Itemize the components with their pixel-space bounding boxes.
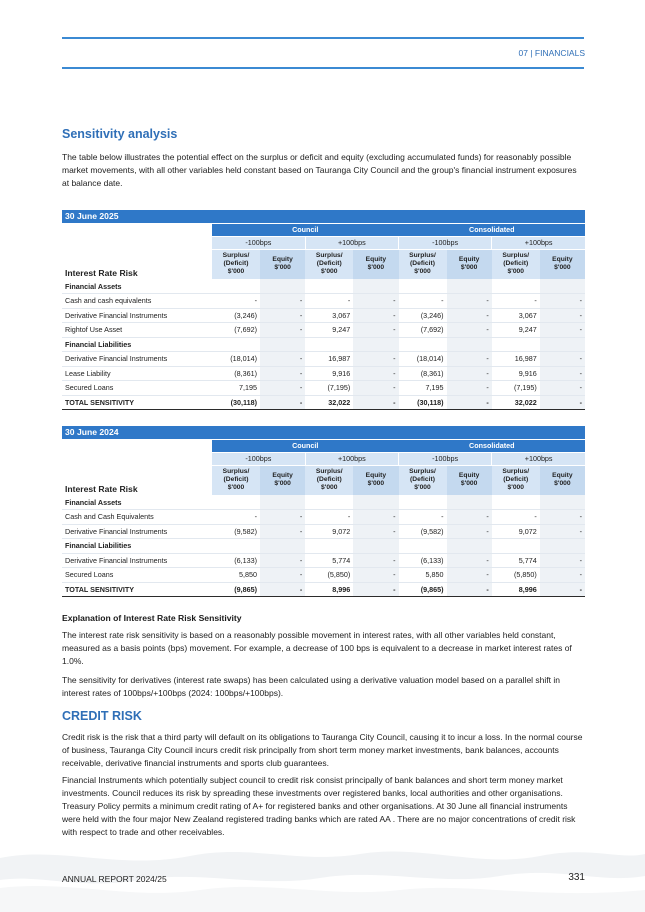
- value-cell: (7,692): [399, 323, 447, 338]
- value-cell: 32,022: [305, 395, 353, 410]
- value-cell: [353, 337, 398, 352]
- bps-plus-header: +100bps: [492, 236, 585, 249]
- value-cell: 3,067: [492, 308, 540, 323]
- explanation-paragraph-2: The sensitivity for derivatives (interest rate swaps) has been calculated using a derivative valuation model based on a parallel shift in interest rates of 100bps/+100bps (2024: 100bps/+100bps).: [62, 675, 560, 698]
- category-row: [62, 279, 585, 294]
- value-cell: [212, 279, 260, 294]
- value-cell: [212, 539, 260, 554]
- value-cell: 3,067: [305, 308, 353, 323]
- value-cell: [260, 495, 305, 510]
- row-label: TOTAL SENSITIVITY: [62, 582, 212, 597]
- row-label: Financial Assets: [62, 279, 212, 294]
- value-cell: -: [540, 582, 585, 597]
- value-cell: [305, 337, 353, 352]
- value-cell: 8,996: [492, 582, 540, 597]
- council-header: Council: [212, 439, 399, 452]
- surplus-column-header: Surplus/ (Deficit) $'000: [399, 465, 447, 495]
- value-cell: (30,118): [212, 395, 260, 410]
- value-cell: (6,133): [212, 553, 260, 568]
- value-cell: -: [540, 352, 585, 367]
- table-row: [62, 524, 585, 539]
- value-cell: -: [399, 294, 447, 309]
- sensitivity-table: [62, 426, 585, 597]
- value-cell: -: [447, 568, 492, 583]
- row-label: Derivative Financial Instruments: [62, 524, 212, 539]
- credit-risk-paragraph-2: Financial Instruments which potentially subject council to credit risk consist principally of bank balances and short term money market investments. Council reduces its risk by spreading these investments over registered banks, local authorities and other organisations. Treasury Policy permits a minimum credit rating of A+ for registered banks and other organisations. At 30 June all financial instruments were held with the four major New Zealand registered trading banks which are rated AA . There are no major concentrations of credit risk with respect to trade and other receivables.: [62, 775, 576, 837]
- equity-column-header: Equity $'000: [260, 249, 305, 279]
- value-cell: -: [447, 323, 492, 338]
- value-cell: [212, 337, 260, 352]
- page-number: 331: [568, 872, 585, 883]
- equity-column-header: Equity $'000: [540, 465, 585, 495]
- value-cell: [212, 495, 260, 510]
- value-cell: -: [540, 510, 585, 525]
- equity-column-header: Equity $'000: [353, 249, 398, 279]
- row-label: Financial Liabilities: [62, 337, 212, 352]
- council-header: Council: [212, 223, 399, 236]
- value-cell: -: [447, 582, 492, 597]
- value-cell: -: [260, 524, 305, 539]
- equity-column-header: Equity $'000: [447, 249, 492, 279]
- section-tag: 07 | FINANCIALS: [518, 48, 585, 58]
- value-cell: -: [305, 510, 353, 525]
- value-cell: -: [353, 553, 398, 568]
- table-row: [62, 308, 585, 323]
- consolidated-header: Consolidated: [399, 223, 586, 236]
- value-cell: -: [540, 568, 585, 583]
- value-cell: 9,072: [305, 524, 353, 539]
- value-cell: -: [447, 395, 492, 410]
- value-cell: -: [447, 381, 492, 396]
- value-cell: -: [447, 308, 492, 323]
- header-rule-bottom: [62, 67, 584, 69]
- explanation-heading: Explanation of Interest Rate Risk Sensitivity: [62, 613, 242, 623]
- surplus-column-header: Surplus/ (Deficit) $'000: [305, 249, 353, 279]
- category-row: [62, 539, 585, 554]
- value-cell: 9,072: [492, 524, 540, 539]
- value-cell: (3,246): [212, 308, 260, 323]
- row-label: Derivative Financial Instruments: [62, 352, 212, 367]
- value-cell: -: [540, 395, 585, 410]
- value-cell: -: [540, 294, 585, 309]
- table-row: [62, 381, 585, 396]
- value-cell: [399, 279, 447, 294]
- value-cell: (18,014): [212, 352, 260, 367]
- value-cell: (8,361): [399, 366, 447, 381]
- credit-risk-heading: CREDIT RISK: [62, 709, 142, 723]
- table-row: [62, 568, 585, 583]
- value-cell: -: [540, 308, 585, 323]
- value-cell: -: [260, 308, 305, 323]
- value-cell: (7,692): [212, 323, 260, 338]
- value-cell: (9,865): [212, 582, 260, 597]
- bps-minus-header: -100bps: [399, 236, 492, 249]
- value-cell: 5,850: [399, 568, 447, 583]
- value-cell: (9,582): [399, 524, 447, 539]
- value-cell: -: [260, 294, 305, 309]
- value-cell: (5,850): [305, 568, 353, 583]
- value-cell: -: [353, 366, 398, 381]
- table-row: [62, 352, 585, 367]
- surplus-column-header: Surplus/ (Deficit) $'000: [492, 465, 540, 495]
- row-label: Financial Assets: [62, 495, 212, 510]
- row-label: Cash and Cash Equivalents: [62, 510, 212, 525]
- bps-minus-header: -100bps: [212, 452, 305, 465]
- value-cell: (5,850): [492, 568, 540, 583]
- row-label: Financial Liabilities: [62, 539, 212, 554]
- value-cell: -: [260, 582, 305, 597]
- value-cell: 9,916: [305, 366, 353, 381]
- row-label: Lease Liability: [62, 366, 212, 381]
- value-cell: [540, 495, 585, 510]
- value-cell: -: [540, 323, 585, 338]
- footer-report-title: ANNUAL REPORT 2024/25: [62, 874, 167, 884]
- value-cell: 7,195: [399, 381, 447, 396]
- value-cell: [492, 539, 540, 554]
- value-cell: (8,361): [212, 366, 260, 381]
- value-cell: [260, 337, 305, 352]
- value-cell: 8,996: [305, 582, 353, 597]
- value-cell: -: [447, 352, 492, 367]
- bps-plus-header: +100bps: [492, 452, 585, 465]
- bps-minus-header: -100bps: [212, 236, 305, 249]
- value-cell: -: [305, 294, 353, 309]
- sensitivity-table-2025: [62, 210, 583, 410]
- value-cell: -: [260, 568, 305, 583]
- value-cell: -: [212, 294, 260, 309]
- value-cell: 7,195: [212, 381, 260, 396]
- explanation-paragraph-1: The interest rate risk sensitivity is based on a reasonably possible movement in interest rates, with all other variables held constant, measured as a basis points (bps) movement. For example, a decrease of 100 bps is equivalent to a decrease in market interest rates of 1.0%.: [62, 630, 572, 666]
- surplus-column-header: Surplus/ (Deficit) $'000: [492, 249, 540, 279]
- value-cell: (9,865): [399, 582, 447, 597]
- value-cell: [492, 337, 540, 352]
- sensitivity-heading: Sensitivity analysis: [62, 127, 178, 141]
- table-row: [62, 510, 585, 525]
- row-label: Secured Loans: [62, 568, 212, 583]
- value-cell: -: [540, 524, 585, 539]
- value-cell: [353, 495, 398, 510]
- value-cell: -: [353, 510, 398, 525]
- value-cell: (18,014): [399, 352, 447, 367]
- surplus-column-header: Surplus/ (Deficit) $'000: [305, 465, 353, 495]
- value-cell: -: [353, 568, 398, 583]
- value-cell: [447, 279, 492, 294]
- value-cell: -: [540, 366, 585, 381]
- row-label: Secured Loans: [62, 381, 212, 396]
- table-row: [62, 553, 585, 568]
- table-year-header: 30 June 2024: [62, 426, 585, 439]
- value-cell: [492, 279, 540, 294]
- row-label-header: Interest Rate Risk: [62, 465, 212, 495]
- credit-risk-paragraph-1: Credit risk is the risk that a third party will default on its obligations to Tauranga City Council, causing it to incur a loss. In the normal course of business, Tauranga City Council incurs credit risk principally from short term money market investments, bank balances, accounts receivable, derivative financial instruments and sports club guarantees.: [62, 732, 583, 768]
- value-cell: [399, 337, 447, 352]
- header-rule-top: [62, 37, 584, 39]
- value-cell: [540, 539, 585, 554]
- value-cell: -: [492, 294, 540, 309]
- value-cell: [399, 539, 447, 554]
- value-cell: -: [353, 524, 398, 539]
- value-cell: -: [260, 366, 305, 381]
- equity-column-header: Equity $'000: [540, 249, 585, 279]
- row-label: Cash and cash equivalents: [62, 294, 212, 309]
- value-cell: (9,582): [212, 524, 260, 539]
- table-row: [62, 294, 585, 309]
- value-cell: [305, 539, 353, 554]
- bps-minus-header: -100bps: [399, 452, 492, 465]
- row-label: Rightof Use Asset: [62, 323, 212, 338]
- table-row: [62, 323, 585, 338]
- equity-column-header: Equity $'000: [447, 465, 492, 495]
- value-cell: [399, 495, 447, 510]
- table-year-header: 30 June 2025: [62, 210, 585, 223]
- value-cell: -: [260, 323, 305, 338]
- row-label: Derivative Financial Instruments: [62, 308, 212, 323]
- row-label: TOTAL SENSITIVITY: [62, 395, 212, 410]
- value-cell: [447, 539, 492, 554]
- value-cell: -: [353, 294, 398, 309]
- value-cell: -: [353, 381, 398, 396]
- bps-plus-header: +100bps: [305, 236, 398, 249]
- value-cell: -: [260, 352, 305, 367]
- value-cell: 5,774: [492, 553, 540, 568]
- surplus-column-header: Surplus/ (Deficit) $'000: [212, 249, 260, 279]
- row-label-header: Interest Rate Risk: [62, 249, 212, 279]
- value-cell: 9,247: [305, 323, 353, 338]
- value-cell: [305, 279, 353, 294]
- surplus-column-header: Surplus/ (Deficit) $'000: [212, 465, 260, 495]
- value-cell: -: [260, 553, 305, 568]
- value-cell: -: [353, 352, 398, 367]
- value-cell: -: [353, 395, 398, 410]
- value-cell: -: [260, 381, 305, 396]
- sensitivity-table-2024: [62, 426, 583, 597]
- value-cell: [260, 539, 305, 554]
- value-cell: 16,987: [305, 352, 353, 367]
- value-cell: -: [540, 553, 585, 568]
- value-cell: -: [353, 308, 398, 323]
- value-cell: [447, 337, 492, 352]
- value-cell: [353, 279, 398, 294]
- value-cell: -: [260, 510, 305, 525]
- value-cell: -: [447, 510, 492, 525]
- value-cell: -: [447, 553, 492, 568]
- equity-column-header: Equity $'000: [260, 465, 305, 495]
- value-cell: -: [447, 366, 492, 381]
- value-cell: (7,195): [305, 381, 353, 396]
- bps-plus-header: +100bps: [305, 452, 398, 465]
- value-cell: (3,246): [399, 308, 447, 323]
- category-row: [62, 495, 585, 510]
- value-cell: [260, 279, 305, 294]
- value-cell: -: [447, 294, 492, 309]
- value-cell: -: [447, 524, 492, 539]
- table-row: [62, 366, 585, 381]
- value-cell: (30,118): [399, 395, 447, 410]
- value-cell: -: [492, 510, 540, 525]
- value-cell: [540, 337, 585, 352]
- category-row: [62, 337, 585, 352]
- value-cell: [492, 495, 540, 510]
- total-row: [62, 395, 585, 410]
- value-cell: [305, 495, 353, 510]
- value-cell: -: [212, 510, 260, 525]
- value-cell: 5,850: [212, 568, 260, 583]
- value-cell: (6,133): [399, 553, 447, 568]
- value-cell: -: [353, 582, 398, 597]
- value-cell: 32,022: [492, 395, 540, 410]
- value-cell: [540, 279, 585, 294]
- value-cell: -: [540, 381, 585, 396]
- value-cell: 5,774: [305, 553, 353, 568]
- value-cell: 16,987: [492, 352, 540, 367]
- value-cell: -: [260, 395, 305, 410]
- value-cell: [447, 495, 492, 510]
- value-cell: [353, 539, 398, 554]
- surplus-column-header: Surplus/ (Deficit) $'000: [399, 249, 447, 279]
- value-cell: -: [353, 323, 398, 338]
- sensitivity-table: [62, 210, 585, 410]
- equity-column-header: Equity $'000: [353, 465, 398, 495]
- total-row: [62, 582, 585, 597]
- value-cell: 9,247: [492, 323, 540, 338]
- value-cell: (7,195): [492, 381, 540, 396]
- value-cell: -: [399, 510, 447, 525]
- consolidated-header: Consolidated: [399, 439, 586, 452]
- row-label: Derivative Financial Instruments: [62, 553, 212, 568]
- sensitivity-intro: The table below illustrates the potential effect on the surplus or deficit and equity (excluding accumulated funds) for reasonably possible market movements, with all other variables held constant based on Tauranga City Council and the group's financial instrument exposures at balance date.: [62, 152, 577, 188]
- value-cell: 9,916: [492, 366, 540, 381]
